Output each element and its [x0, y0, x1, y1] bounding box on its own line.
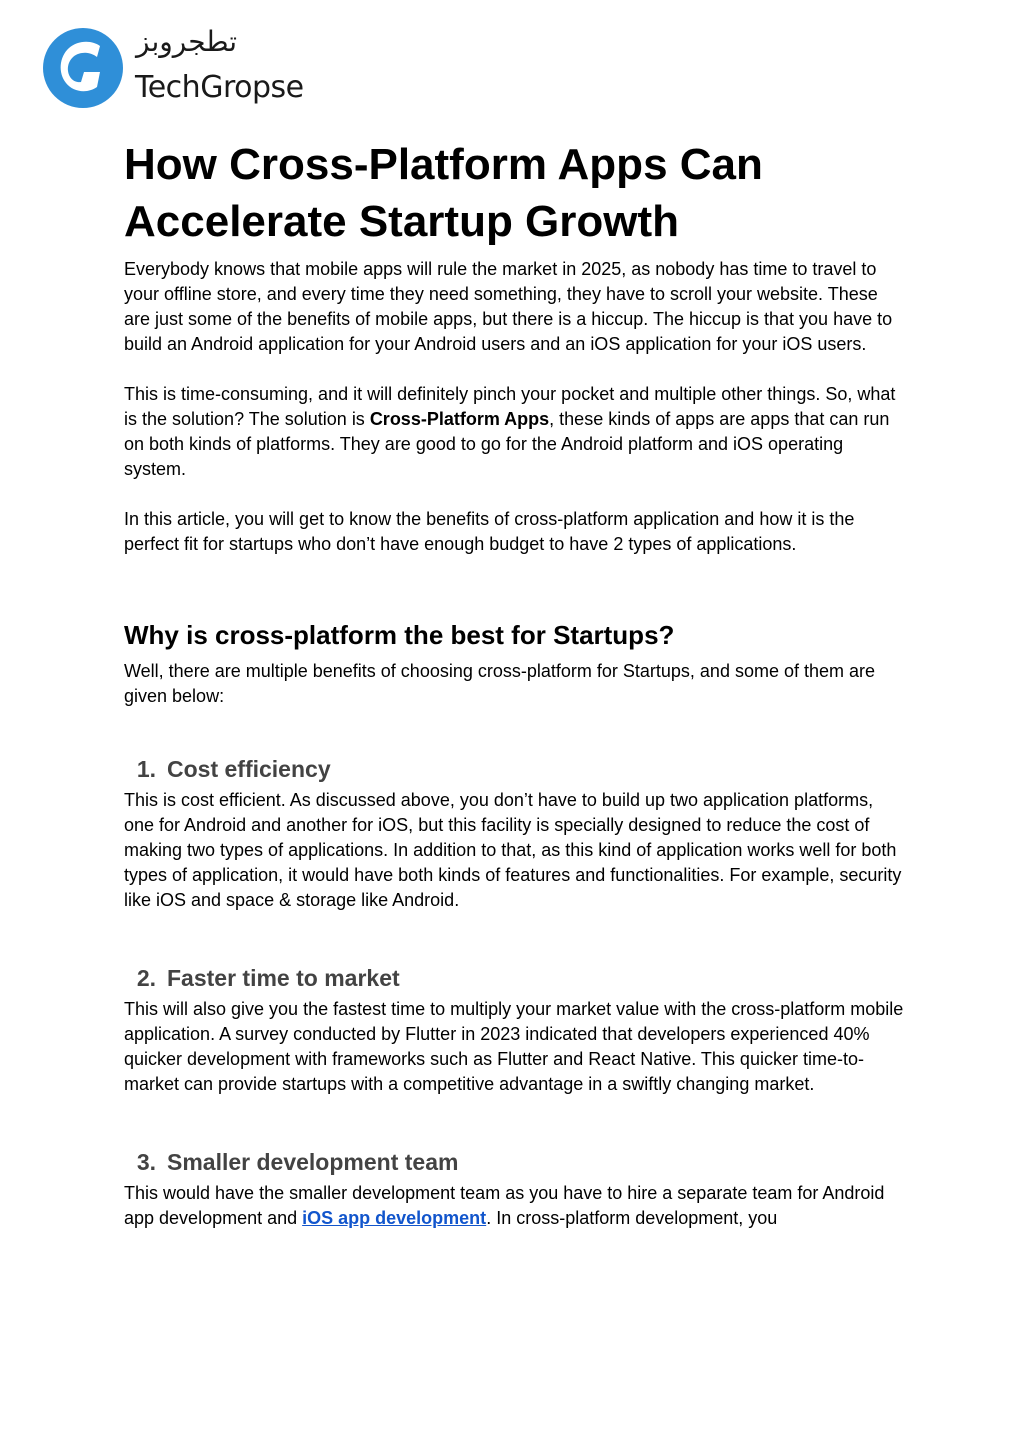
list-item-body-text-b: . In cross-platform development, you — [486, 1208, 778, 1228]
intro-paragraph-2 — [124, 382, 904, 482]
list-item-heading — [124, 963, 904, 993]
intro-paragraph-1: Everybody knows that mobile apps will rule the market in 2025, as nobody has time to travel to your offline store, and every time they need something, they have to scroll your website. These are just some of the benefits of mobile apps, but there is a hiccup. The hiccup is that you have to build an Android application for your Android users and an iOS application for your iOS users. — [124, 259, 893, 354]
list-item-number: 1. — [136, 756, 156, 782]
list-item-number: 3. — [136, 1149, 156, 1175]
section-intro-paragraph: Well, there are multiple benefits of choosing cross-platform for Startups, and some of them are given below: — [124, 661, 876, 706]
ios-app-development-link[interactable]: iOS app development — [302, 1208, 487, 1228]
logo-arabic-text: تطجروبز — [136, 25, 238, 58]
list-item-heading-text: Faster time to market — [167, 965, 400, 991]
article-body — [124, 136, 904, 1231]
techgropse-logo — [42, 26, 312, 112]
list-item-heading-text: Cost efficiency — [167, 756, 331, 782]
intro-paragraph-2-text-a: This is time-consuming, and it will definitely pinch your pocket and multiple other things. So, what is the solution? The solution is — [124, 384, 896, 429]
intro-paragraph-2-text-b: , these kinds of apps are apps that can run on both kinds of platforms. They are good to go for the Android platform and iOS operating system. — [124, 409, 890, 479]
list-item-heading — [124, 1147, 904, 1177]
list-item-heading — [124, 754, 904, 784]
list-item-body: This will also give you the fastest time to multiply your market value with the cross-platform mobile application. A survey conducted by Flutter in 2023 indicated that developers experienced 40% quicker development with frameworks such as Flutter and React Native. This quicker time-to-market can provide startups with a competitive advantage in a swiftly changing market. — [124, 999, 904, 1094]
techgropse-g-logo-icon — [42, 26, 124, 110]
list-item-heading-text: Smaller development team — [167, 1149, 459, 1175]
list-item-body — [124, 1181, 904, 1231]
list-item-body-text-a: This would have the smaller development team as you have to hire a separate team for Android app development and — [124, 1183, 885, 1228]
article-title: How Cross-Platform Apps Can Accelerate Startup Growth — [124, 140, 763, 246]
section-heading: Why is cross-platform the best for Startups? — [124, 620, 675, 650]
list-item-number: 2. — [136, 965, 156, 991]
list-item-body: This is cost efficient. As discussed above, you don’t have to build up two application platforms, one for Android and another for iOS, but this facility is specially designed to reduce the cost of making two types of applications. In addition to that, as this kind of application works well for both types of application, it would have both kinds of features and functionalities. For example, security like iOS and space & storage like Android. — [124, 790, 902, 910]
cross-platform-apps-bold: Cross-Platform Apps — [369, 409, 550, 429]
intro-paragraph-3: In this article, you will get to know the benefits of cross-platform application and how it is the perfect fit for startups who don’t have enough budget to have 2 types of applications. — [124, 509, 855, 554]
logo-wordmark: TechGropse — [135, 70, 304, 105]
